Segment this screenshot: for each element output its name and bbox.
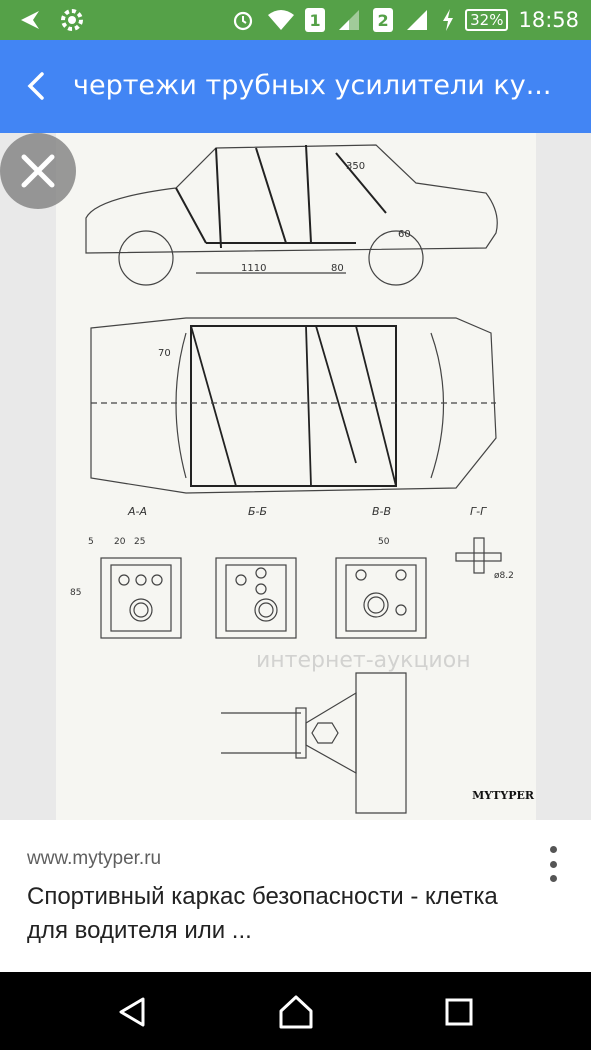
close-button[interactable] bbox=[0, 133, 76, 209]
sim1-badge: 1 bbox=[305, 8, 325, 32]
wifi-icon bbox=[267, 6, 295, 34]
dimension-label: 50 bbox=[378, 537, 390, 547]
dimension-label: 70 bbox=[158, 348, 171, 359]
image-info-card[interactable] bbox=[0, 820, 591, 972]
logo: MYTYPER bbox=[472, 789, 534, 802]
triangle-back-icon bbox=[117, 996, 147, 1028]
dimension-label: 5 bbox=[88, 537, 94, 547]
technical-drawing-image bbox=[56, 133, 536, 820]
dimension-label: 350 bbox=[346, 161, 366, 172]
dimension-label: 20 bbox=[114, 537, 126, 547]
dimension-label: 85 bbox=[70, 588, 82, 598]
section-label: В-В bbox=[372, 505, 392, 518]
nav-recents-button[interactable] bbox=[437, 990, 481, 1034]
alarm-icon bbox=[229, 6, 257, 34]
nav-home-button[interactable] bbox=[274, 990, 318, 1034]
section-label: Г-Г bbox=[470, 505, 487, 518]
dimension-label: 1110 bbox=[241, 263, 267, 274]
recents-icon bbox=[444, 997, 474, 1027]
source-url[interactable]: www.mytyper.ru bbox=[27, 848, 162, 869]
sim2-badge: 2 bbox=[373, 8, 393, 32]
more-options-button[interactable] bbox=[541, 844, 565, 884]
section-label: Б-Б bbox=[248, 505, 268, 518]
signal-icon bbox=[403, 6, 431, 34]
more-vert-icon-dot bbox=[550, 861, 557, 868]
dimension-label: 25 bbox=[134, 537, 146, 547]
dimension-label: 80 bbox=[331, 263, 344, 274]
back-arrow-icon bbox=[14, 6, 42, 34]
home-icon bbox=[278, 994, 314, 1030]
section-label: А-А bbox=[128, 505, 148, 518]
page-title: чертежи трубных усилители ку... bbox=[73, 70, 552, 101]
charging-icon bbox=[441, 6, 455, 34]
dimension-label: 60 bbox=[398, 229, 411, 240]
more-vert-icon-dot bbox=[550, 875, 557, 882]
battery-level: 32% bbox=[465, 9, 508, 31]
close-icon bbox=[18, 151, 58, 191]
navigation-bar bbox=[0, 972, 591, 1050]
status-bar bbox=[0, 0, 591, 40]
signal-icon bbox=[335, 6, 363, 34]
image-description[interactable]: Спортивный каркас безопасности - клетка для водителя или ... bbox=[27, 883, 498, 944]
settings-icon bbox=[58, 6, 86, 34]
back-button[interactable] bbox=[16, 66, 56, 106]
clock: 18:58 bbox=[518, 8, 579, 32]
image-viewer[interactable] bbox=[0, 133, 591, 820]
more-vert-icon bbox=[550, 846, 557, 853]
nav-back-button[interactable] bbox=[110, 990, 154, 1034]
app-toolbar bbox=[0, 40, 591, 133]
dimension-label: ø8.2 bbox=[494, 571, 514, 581]
chevron-left-icon bbox=[26, 71, 46, 101]
watermark: интернет-аукцион bbox=[256, 648, 471, 673]
